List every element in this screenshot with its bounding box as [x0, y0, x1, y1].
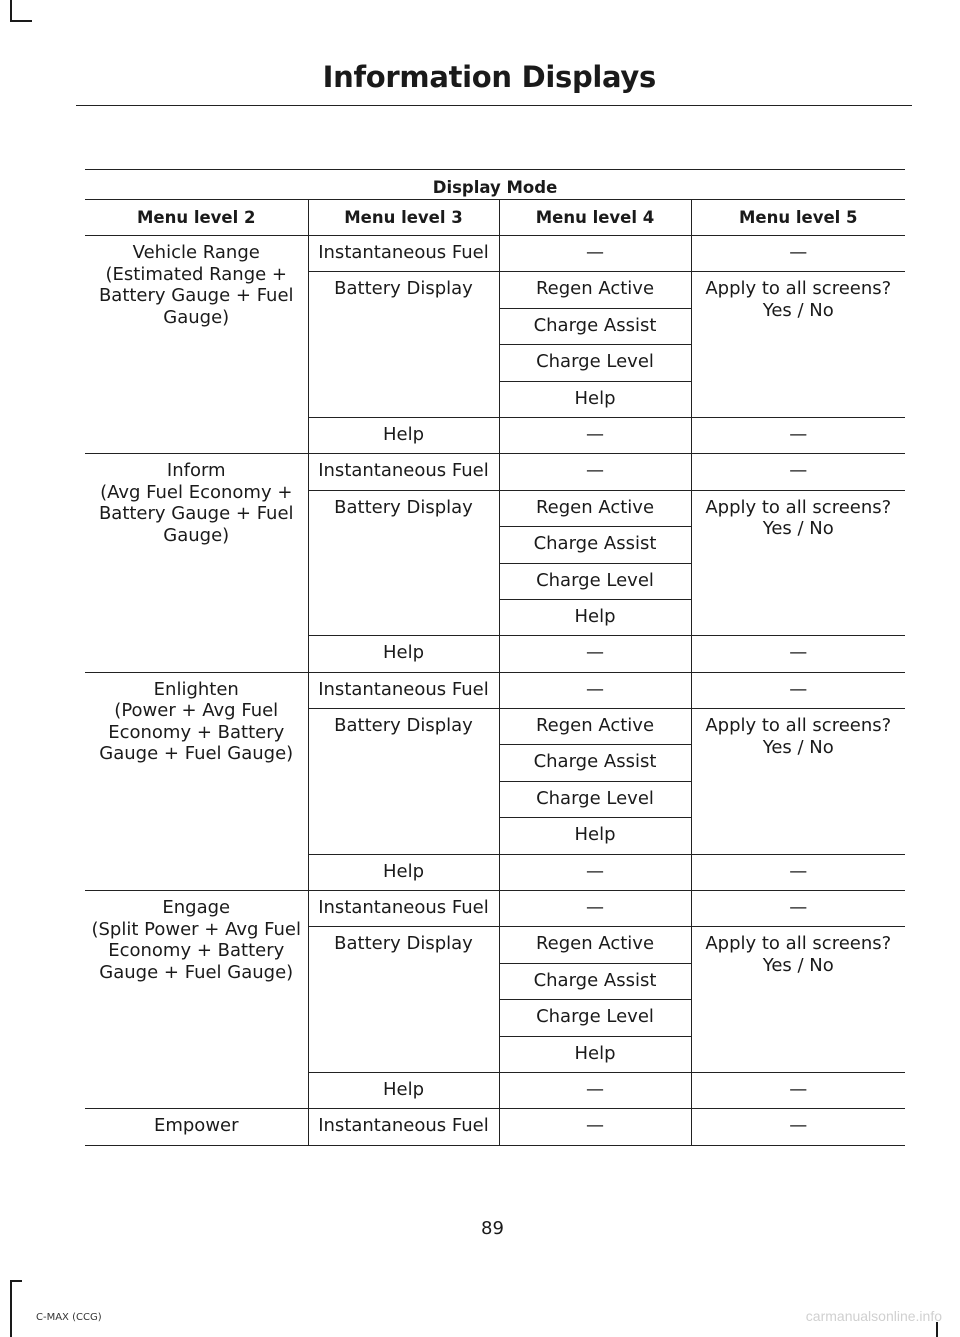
menu-level3-cell: Help: [308, 636, 499, 672]
menu-level4-cell: Charge Level: [499, 345, 691, 381]
menu-level4-cell: Charge Assist: [499, 308, 691, 344]
menu-level3-cell: Instantaneous Fuel: [308, 236, 499, 272]
apply-all-text: Apply to all screens?: [705, 933, 892, 955]
menu-level5-cell: —: [691, 236, 905, 272]
menu-level3-cell: Instantaneous Fuel: [308, 454, 499, 490]
yes-no-text: Yes / No: [762, 954, 834, 976]
table-row: [85, 236, 905, 272]
apply-all-text: Apply to all screens?: [705, 715, 892, 737]
table-row: [85, 891, 905, 927]
menu-level3-cell: Instantaneous Fuel: [308, 1109, 499, 1145]
menu-level3-cell: Help: [308, 1072, 499, 1108]
menu-level2-name: Vehicle Range: [132, 242, 260, 263]
menu-level4-cell: —: [499, 636, 691, 672]
menu-level2-detail: (Split Power + Avg Fuel Economy + Battery Gauge + Fuel Gauge): [91, 918, 301, 983]
title-divider: [76, 105, 912, 106]
menu-level3-cell: Instantaneous Fuel: [308, 891, 499, 927]
menu-level3-cell: Help: [308, 854, 499, 890]
crop-mark: [936, 1322, 938, 1337]
menu-level4-cell: —: [499, 417, 691, 453]
menu-level3-cell: Battery Display: [308, 709, 499, 855]
menu-level2-detail: (Avg Fuel Economy + Battery Gauge + Fuel Gauge): [98, 481, 294, 546]
menu-level5-cell: —: [691, 417, 905, 453]
column-header: Menu level 2: [85, 200, 308, 236]
menu-level5-cell: [691, 709, 905, 855]
menu-level4-cell: Charge Assist: [499, 963, 691, 999]
menu-level2-detail: (Estimated Range + Battery Gauge + Fuel Gauge): [98, 263, 294, 328]
menu-level4-cell: Help: [499, 818, 691, 854]
menu-level4-cell: Help: [499, 1036, 691, 1072]
column-header: Menu level 4: [499, 200, 691, 236]
menu-level4-cell: —: [499, 672, 691, 708]
menu-level5-cell: —: [691, 1109, 905, 1145]
menu-level2-cell: [85, 891, 308, 1109]
menu-level4-cell: —: [499, 454, 691, 490]
menu-level3-cell: Help: [308, 417, 499, 453]
menu-level5-cell: —: [691, 454, 905, 490]
menu-level5-cell: —: [691, 636, 905, 672]
crop-mark: [10, 20, 32, 22]
menu-level4-cell: Charge Level: [499, 1000, 691, 1036]
yes-no-text: Yes / No: [762, 299, 834, 321]
menu-level5-cell: —: [691, 891, 905, 927]
menu-level3-cell: Battery Display: [308, 927, 499, 1073]
menu-level5-cell: —: [691, 672, 905, 708]
menu-level4-cell: Regen Active: [499, 709, 691, 745]
menu-level4-cell: Charge Level: [499, 563, 691, 599]
menu-level5-cell: —: [691, 1072, 905, 1108]
table-row: [85, 672, 905, 708]
menu-level2-name: Engage: [162, 897, 231, 919]
menu-level2-name: Inform: [166, 460, 226, 482]
menu-level2-cell: [85, 454, 308, 672]
menu-level5-cell: [691, 490, 905, 636]
menu-level2-cell: Empower: [85, 1109, 308, 1145]
watermark: carmanualsonline.info: [805, 1308, 942, 1324]
model-code: C-MAX (CCG): [36, 1312, 102, 1323]
crop-mark: [10, 0, 12, 22]
page-number: 89: [481, 1218, 504, 1239]
menu-level5-cell: [691, 272, 905, 418]
yes-no-text: Yes / No: [762, 736, 834, 758]
table-row: [85, 1109, 905, 1145]
menu-level4-cell: —: [499, 891, 691, 927]
menu-level3-cell: Instantaneous Fuel: [308, 672, 499, 708]
menu-level4-cell: Regen Active: [499, 490, 691, 526]
apply-all-text: Apply to all screens?: [705, 496, 892, 518]
menu-level3-cell: Battery Display: [308, 490, 499, 636]
menu-level4-cell: —: [499, 1109, 691, 1145]
menu-level3-cell: Battery Display: [308, 272, 499, 418]
table-row: [85, 454, 905, 490]
crop-mark: [10, 1280, 12, 1337]
page-title: Information Displays: [322, 60, 656, 94]
menu-level4-cell: Regen Active: [499, 927, 691, 963]
yes-no-text: Yes / No: [762, 518, 834, 540]
menu-level4-cell: Regen Active: [499, 272, 691, 308]
table-caption: Display Mode: [85, 170, 905, 200]
column-header: Menu level 5: [691, 200, 905, 236]
menu-level5-cell: [691, 927, 905, 1073]
menu-level2-cell: [85, 236, 308, 454]
display-mode-table: [85, 169, 905, 1146]
menu-level2-name: Enlighten: [153, 678, 239, 700]
menu-level4-cell: Help: [499, 599, 691, 635]
apply-all-text: Apply to all screens?: [705, 278, 892, 300]
menu-level4-cell: Charge Assist: [499, 527, 691, 563]
menu-level4-cell: Charge Level: [499, 781, 691, 817]
crop-mark: [10, 1280, 22, 1282]
column-header: Menu level 3: [308, 200, 499, 236]
menu-level4-cell: Charge Assist: [499, 745, 691, 781]
menu-level5-cell: —: [691, 854, 905, 890]
menu-level4-cell: —: [499, 236, 691, 272]
menu-level2-cell: [85, 672, 308, 890]
menu-level2-detail: (Power + Avg Fuel Economy + Battery Gauge + Fuel Gauge): [99, 700, 294, 765]
menu-level4-cell: —: [499, 854, 691, 890]
menu-level4-cell: —: [499, 1072, 691, 1108]
menu-level4-cell: Help: [499, 381, 691, 417]
